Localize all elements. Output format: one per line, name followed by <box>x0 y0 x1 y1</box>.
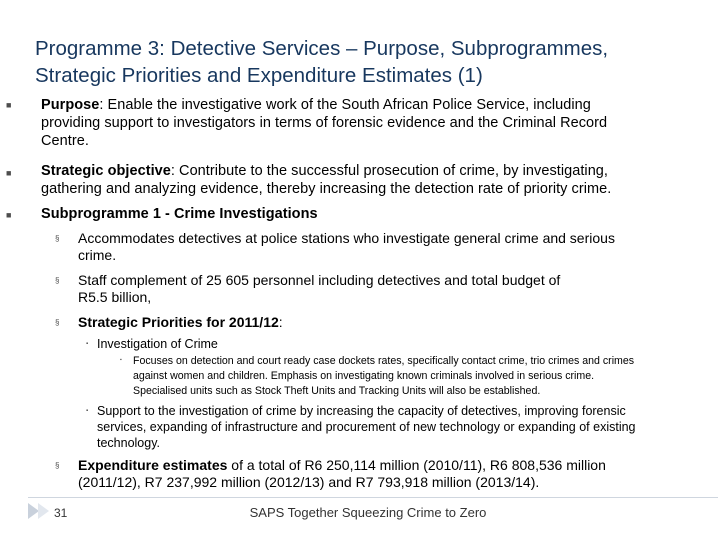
investigation-text: Investigation of Crime <box>97 337 218 351</box>
focuses-text-1: Focuses on detection and court ready case dockets rates, specifically contact crime, trio crimes and crimes <box>133 355 635 367</box>
expenditure-item <box>78 457 716 491</box>
bullet-section-icon: § <box>55 461 60 470</box>
priorities-label: Strategic Priorities for 2011/12 <box>78 314 279 330</box>
support-text-3: technology. <box>97 436 161 450</box>
purpose-text-3: Centre. <box>41 133 89 149</box>
support-item <box>97 403 717 451</box>
subprogramme-label: Subprogramme 1 - Crime Investigations <box>41 206 318 222</box>
focuses-text-3: Specialised units such as Stock Theft Units and Tracking Units will also be established. <box>133 385 541 397</box>
expenditure-label: Expenditure estimates <box>78 457 228 473</box>
objective-label: Strategic objective <box>41 163 171 179</box>
expenditure-text-1: of a total of R6 250,114 million (2010/11), R6 808,536 million <box>227 457 606 473</box>
bullet-small-square-icon: ▪ <box>86 408 89 414</box>
bullet-section-icon: § <box>55 234 60 243</box>
objective-bullet <box>41 162 717 198</box>
subprogramme-bullet <box>41 205 717 223</box>
slide-title-line-1: Programme 3: Detective Services – Purpose, Subprogrammes, <box>35 37 609 60</box>
focuses-text-2: against women and children. Emphasis on investigating known criminals involved in serious crime. <box>133 370 595 382</box>
slide-title-line-2: Strategic Priorities and Expenditure Estimates (1) <box>35 64 483 87</box>
investigation-item <box>97 336 717 352</box>
bullet-section-icon: § <box>55 276 60 285</box>
accommodates-text-2: crime. <box>78 247 117 263</box>
purpose-bullet <box>41 96 717 150</box>
footer-divider <box>28 497 718 498</box>
page-number: 31 <box>54 506 68 520</box>
accommodates-item <box>78 230 716 264</box>
purpose-label: Purpose <box>41 97 100 113</box>
bullet-square-icon: ■ <box>6 100 12 110</box>
bullet-section-icon: § <box>55 318 60 327</box>
slide-title <box>35 35 715 89</box>
focuses-item <box>133 354 718 399</box>
support-text-2: services, expanding of infrastructure and procurement of new technology or expanding of existing <box>97 420 636 434</box>
purpose-text-2: providing support to investigators in terms of forensic evidence and the Criminal Record <box>41 115 608 131</box>
priorities-item <box>78 314 716 331</box>
bullet-square-icon: ■ <box>6 168 12 178</box>
staff-text-1: Staff complement of 25 605 personnel including detectives and total budget of <box>78 272 561 288</box>
accommodates-text-1: Accommodates detectives at police stations who investigate general crime and serious <box>78 230 615 246</box>
bullet-small-square-icon: ▪ <box>86 341 89 347</box>
priorities-suffix: : <box>278 314 283 330</box>
support-text-1: Support to the investigation of crime by increasing the capacity of detectives, improving forensic <box>97 404 626 418</box>
objective-text-1: : Contribute to the successful prosecution of crime, by investigating, <box>170 163 608 179</box>
bullet-square-icon: ■ <box>6 210 12 220</box>
bullet-tiny-square-icon: ▪ <box>120 357 122 363</box>
footer-slogan: SAPS Together Squeezing Crime to Zero <box>249 505 487 520</box>
objective-text-2: gathering and analyzing evidence, thereby increasing the detection rate of priority crime. <box>41 181 612 197</box>
staff-text-2: R5.5 billion, <box>78 289 152 305</box>
expenditure-text-2: (2011/12), R7 237,992 million (2012/13) and R7 793,918 million (2013/14). <box>78 474 540 490</box>
staff-item <box>78 272 716 306</box>
purpose-text-1: : Enable the investigative work of the South African Police Service, including <box>99 97 591 113</box>
